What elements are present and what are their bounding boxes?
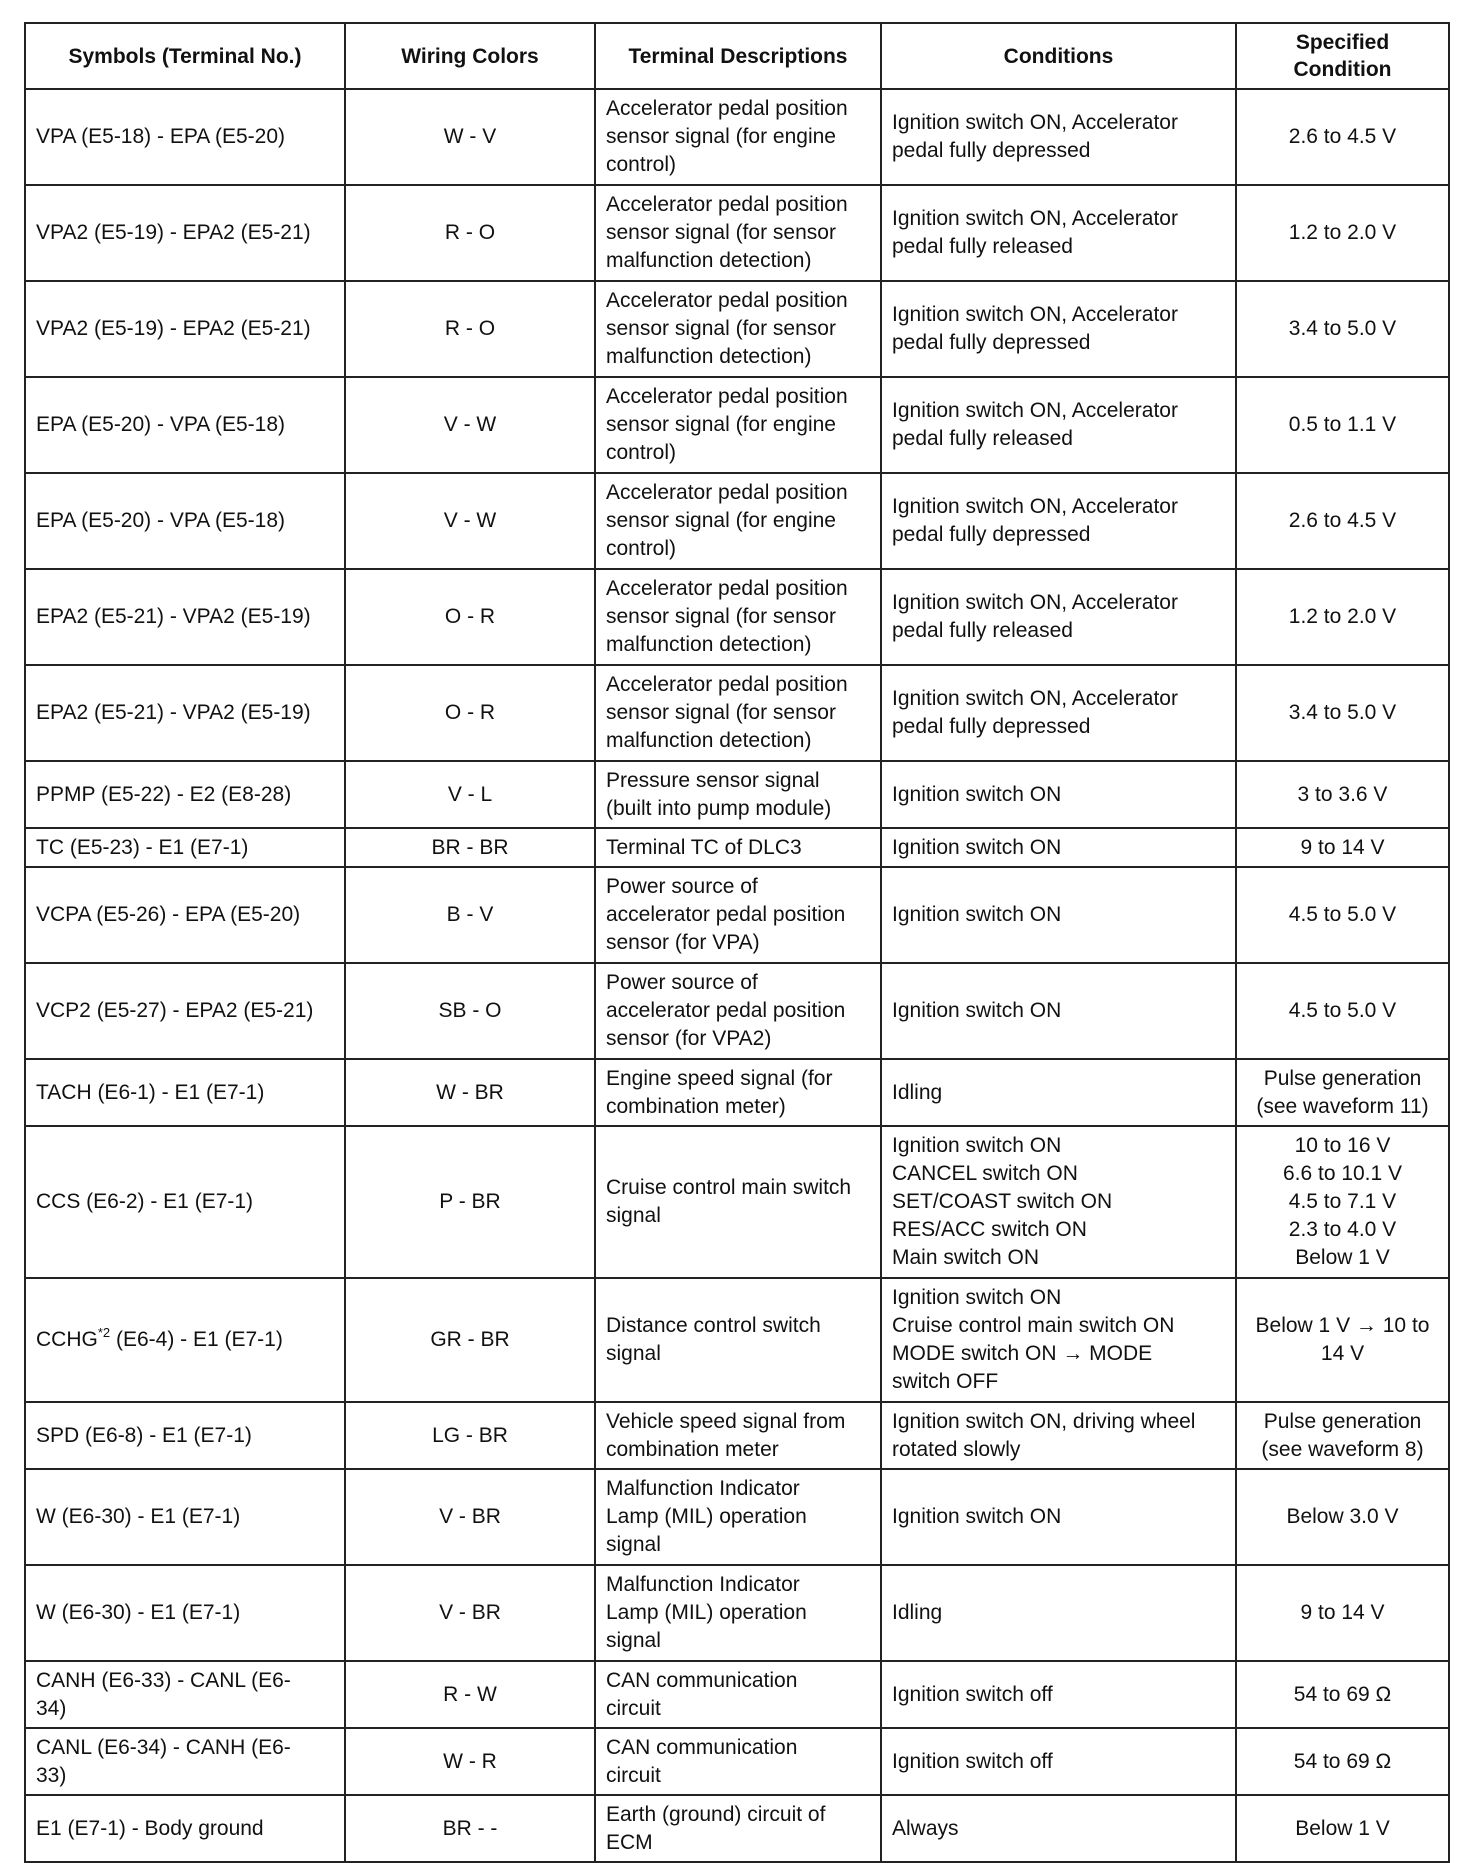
wiring-cell: W - V [345, 89, 595, 185]
specified-cell: 54 to 69 Ω [1236, 1661, 1449, 1728]
symbol-cell: EPA (E5-20) - VPA (E5-18) [25, 377, 345, 473]
specified-cell: 3.4 to 5.0 V [1236, 281, 1449, 377]
wiring-cell: BR - - [345, 1795, 595, 1862]
description-cell: Malfunction Indicator Lamp (MIL) operation signal [595, 1565, 881, 1661]
wiring-cell: SB - O [345, 963, 595, 1059]
symbol-cell: SPD (E6-8) - E1 (E7-1) [25, 1402, 345, 1469]
description-cell: Malfunction Indicator Lamp (MIL) operation signal [595, 1469, 881, 1565]
symbol-suffix: (E6-4) - E1 (E7-1) [110, 1328, 283, 1351]
wiring-cell: V - W [345, 377, 595, 473]
description-cell: Power source of accelerator pedal position sensor (for VPA) [595, 867, 881, 963]
condition-cell: Ignition switch ON, Accelerator pedal fully depressed [881, 665, 1236, 761]
description-cell: Pressure sensor signal (built into pump module) [595, 761, 881, 828]
condition-cell: Idling [881, 1565, 1236, 1661]
description-cell: Terminal TC of DLC3 [595, 828, 881, 867]
header-conditions: Conditions [881, 23, 1236, 89]
terminal-spec-sheet [24, 22, 1448, 1863]
header-terminal-descriptions: Terminal Descriptions [595, 23, 881, 89]
specified-cell: 4.5 to 5.0 V [1236, 963, 1449, 1059]
wiring-cell: LG - BR [345, 1402, 595, 1469]
specified-cell: 4.5 to 5.0 V [1236, 867, 1449, 963]
condition-cell: Ignition switch ON [881, 867, 1236, 963]
header-symbols: Symbols (Terminal No.) [25, 23, 345, 89]
description-cell: Accelerator pedal position sensor signal (for engine control) [595, 377, 881, 473]
symbol-cell: VPA2 (E5-19) - EPA2 (E5-21) [25, 185, 345, 281]
description-cell: Accelerator pedal position sensor signal (for engine control) [595, 89, 881, 185]
header-specified-condition: Specified Condition [1236, 23, 1449, 89]
description-cell: Accelerator pedal position sensor signal (for sensor malfunction detection) [595, 185, 881, 281]
description-cell: Accelerator pedal position sensor signal (for sensor malfunction detection) [595, 281, 881, 377]
condition-cell: Ignition switch ON [881, 1469, 1236, 1565]
specified-cell: 10 to 16 V 6.6 to 10.1 V 4.5 to 7.1 V 2.3 to 4.0 V Below 1 V [1236, 1126, 1449, 1278]
wiring-cell: O - R [345, 569, 595, 665]
table-row [25, 1565, 1449, 1661]
specified-cell: 1.2 to 2.0 V [1236, 185, 1449, 281]
description-cell: CAN communication circuit [595, 1728, 881, 1795]
wiring-cell: W - R [345, 1728, 595, 1795]
table-row [25, 1278, 1449, 1402]
symbol-cell: VPA (E5-18) - EPA (E5-20) [25, 89, 345, 185]
condition-cell: Ignition switch ON, Accelerator pedal fully depressed [881, 281, 1236, 377]
condition-cell: Ignition switch off [881, 1661, 1236, 1728]
symbol-cell: E1 (E7-1) - Body ground [25, 1795, 345, 1862]
symbol-cell: TC (E5-23) - E1 (E7-1) [25, 828, 345, 867]
symbol-cell: CANL (E6-34) - CANH (E6- 33) [25, 1728, 345, 1795]
specified-cell: 2.6 to 4.5 V [1236, 89, 1449, 185]
wiring-cell: V - W [345, 473, 595, 569]
symbol-prefix: CCHG [36, 1328, 98, 1351]
table-row [25, 473, 1449, 569]
specified-cell: Below 1 V [1236, 1795, 1449, 1862]
condition-cell: Ignition switch ON, driving wheel rotated slowly [881, 1402, 1236, 1469]
symbol-cell: EPA2 (E5-21) - VPA2 (E5-19) [25, 569, 345, 665]
table-row [25, 1661, 1449, 1728]
wiring-cell: BR - BR [345, 828, 595, 867]
table-row [25, 1402, 1449, 1469]
specified-cell: Below 3.0 V [1236, 1469, 1449, 1565]
wiring-cell: V - L [345, 761, 595, 828]
table-row [25, 377, 1449, 473]
table-row [25, 665, 1449, 761]
condition-cell: Ignition switch ON [881, 761, 1236, 828]
table-row [25, 185, 1449, 281]
wiring-cell: R - O [345, 185, 595, 281]
wiring-cell: V - BR [345, 1469, 595, 1565]
wiring-cell: R - W [345, 1661, 595, 1728]
specified-cell: 0.5 to 1.1 V [1236, 377, 1449, 473]
condition-cell: Ignition switch ON, Accelerator pedal fully depressed [881, 473, 1236, 569]
table-row [25, 828, 1449, 867]
specified-cell: Pulse generation (see waveform 8) [1236, 1402, 1449, 1469]
description-cell: Engine speed signal (for combination meter) [595, 1059, 881, 1126]
description-cell: Cruise control main switch signal [595, 1126, 881, 1278]
description-cell: Vehicle speed signal from combination meter [595, 1402, 881, 1469]
table-row [25, 867, 1449, 963]
table-row [25, 1059, 1449, 1126]
symbol-cell: EPA2 (E5-21) - VPA2 (E5-19) [25, 665, 345, 761]
description-cell: Distance control switch signal [595, 1278, 881, 1402]
table-row [25, 963, 1449, 1059]
description-cell: Power source of accelerator pedal position sensor (for VPA2) [595, 963, 881, 1059]
wiring-cell: P - BR [345, 1126, 595, 1278]
symbol-cell: VCP2 (E5-27) - EPA2 (E5-21) [25, 963, 345, 1059]
wiring-cell: GR - BR [345, 1278, 595, 1402]
wiring-cell: V - BR [345, 1565, 595, 1661]
specified-cell: 9 to 14 V [1236, 1565, 1449, 1661]
specified-cell: 1.2 to 2.0 V [1236, 569, 1449, 665]
wiring-cell: O - R [345, 665, 595, 761]
terminal-spec-table [24, 22, 1450, 1863]
wiring-cell: B - V [345, 867, 595, 963]
condition-cell: Ignition switch ON CANCEL switch ON SET/COAST switch ON RES/ACC switch ON Main switch ON [881, 1126, 1236, 1278]
table-row [25, 89, 1449, 185]
condition-cell: Ignition switch off [881, 1728, 1236, 1795]
specified-cell: 3.4 to 5.0 V [1236, 665, 1449, 761]
description-cell: Accelerator pedal position sensor signal (for sensor malfunction detection) [595, 665, 881, 761]
wiring-cell: R - O [345, 281, 595, 377]
table-row [25, 569, 1449, 665]
specified-cell: 2.6 to 4.5 V [1236, 473, 1449, 569]
condition-cell: Ignition switch ON, Accelerator pedal fully depressed [881, 89, 1236, 185]
specified-cell: 3 to 3.6 V [1236, 761, 1449, 828]
footnote-marker: *2 [97, 1325, 111, 1340]
symbol-cell: VCPA (E5-26) - EPA (E5-20) [25, 867, 345, 963]
condition-cell: Always [881, 1795, 1236, 1862]
condition-cell: Ignition switch ON [881, 828, 1236, 867]
table-row [25, 281, 1449, 377]
symbol-cell: EPA (E5-20) - VPA (E5-18) [25, 473, 345, 569]
symbol-cell: W (E6-30) - E1 (E7-1) [25, 1565, 345, 1661]
specified-cell: Pulse generation (see waveform 11) [1236, 1059, 1449, 1126]
table-row [25, 1795, 1449, 1862]
condition-cell: Ignition switch ON Cruise control main switch ON MODE switch ON → MODE switch OFF [881, 1278, 1236, 1402]
symbol-cell: W (E6-30) - E1 (E7-1) [25, 1469, 345, 1565]
condition-cell: Ignition switch ON, Accelerator pedal fully released [881, 569, 1236, 665]
symbol-cell: CANH (E6-33) - CANL (E6- 34) [25, 1661, 345, 1728]
description-cell: Accelerator pedal position sensor signal (for sensor malfunction detection) [595, 569, 881, 665]
condition-cell: Ignition switch ON [881, 963, 1236, 1059]
symbol-cell: VPA2 (E5-19) - EPA2 (E5-21) [25, 281, 345, 377]
table-row [25, 1728, 1449, 1795]
symbol-cell: CCS (E6-2) - E1 (E7-1) [25, 1126, 345, 1278]
header-row [25, 23, 1449, 89]
specified-cell: 54 to 69 Ω [1236, 1728, 1449, 1795]
symbol-cell [25, 1278, 345, 1402]
condition-cell: Ignition switch ON, Accelerator pedal fully released [881, 377, 1236, 473]
table-row [25, 761, 1449, 828]
condition-cell: Idling [881, 1059, 1236, 1126]
table-row [25, 1126, 1449, 1278]
condition-cell: Ignition switch ON, Accelerator pedal fully released [881, 185, 1236, 281]
description-cell: Earth (ground) circuit of ECM [595, 1795, 881, 1862]
symbol-cell: PPMP (E5-22) - E2 (E8-28) [25, 761, 345, 828]
specified-cell: 9 to 14 V [1236, 828, 1449, 867]
specified-cell: Below 1 V → 10 to 14 V [1236, 1278, 1449, 1402]
table-row [25, 1469, 1449, 1565]
description-cell: CAN communication circuit [595, 1661, 881, 1728]
symbol-cell: TACH (E6-1) - E1 (E7-1) [25, 1059, 345, 1126]
description-cell: Accelerator pedal position sensor signal (for engine control) [595, 473, 881, 569]
header-wiring-colors: Wiring Colors [345, 23, 595, 89]
wiring-cell: W - BR [345, 1059, 595, 1126]
